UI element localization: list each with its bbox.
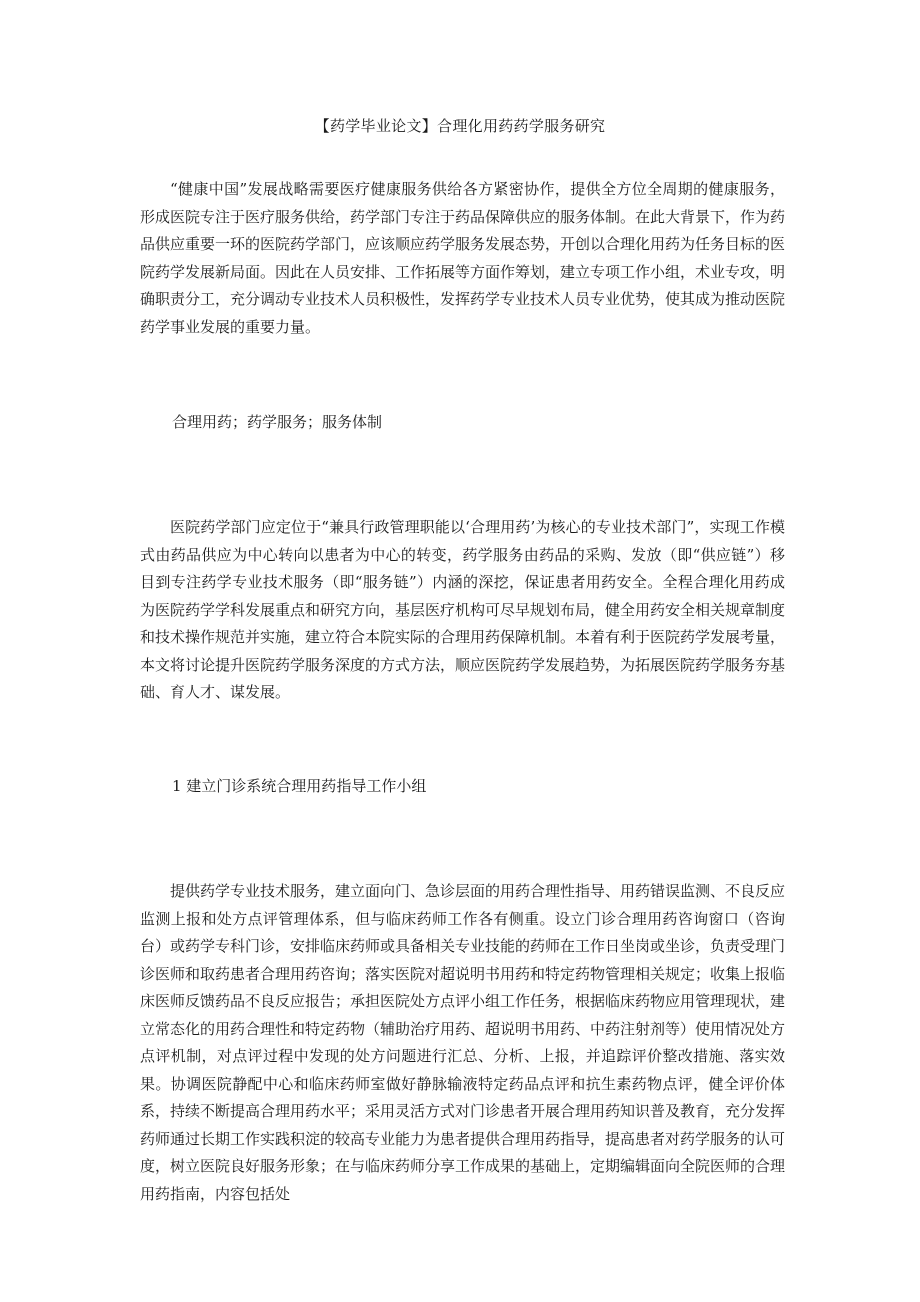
section-1-heading: 1 建立门诊系统合理用药指导工作小组 bbox=[172, 777, 427, 795]
section-1-paragraph: 提供药学专业技术服务，建立面向门、急诊层面的用药合理性指导、用药错误监测、不良反应监测上报和处方点评管理体系，但与临床药师工作各有侧重。设立门诊合理用药咨询窗口（咨询台）或药学专科门诊，安排临床药师或具备相关专业技能的药师在工作日坐岗或坐诊，负责受理门诊医师和取药患者合理用药咨询；落实医院对超说明书用药和特定药物管理相关规定；收集上报临床医师反馈药品不良反应报告；承担医院处方点评小组工作任务，根据临床药物应用管理现状，建立常态化的用药合理性和特定药物（辅助治疗用药、超说明书用药、中药注射剂等）使用情况处方点评机制，对点评过程中发现的处方问题进行汇总、分析、上报，并追踪评价整改措施、落实效果。协调医院静配中心和临床药师室做好静脉输液特定药品点评和抗生素药物点评，健全评价体系，持续不断提高合理用药水平；采用灵活方式对门诊患者开展合理用药知识普及教育，充分发挥药师通过长期工作实践积淀的较高专业能力为患者提供合理用药指导，提高患者对药学服务的认可度，树立医院良好服务形象；在与临床药师分享工作成果的基础上，定期编辑面向全院医师的合理用药指南，内容包括处 bbox=[140, 882, 786, 1203]
keywords-line: 合理用药；药学服务；服务体制 bbox=[172, 413, 383, 431]
introduction-paragraph: 医院药学部门应定位于“兼具行政管理职能以‘合理用药’为核心的专业技术部门”，实现工作模式由药品供应为中心转向以患者为中心的转变，药学服务由药品的采购、发放（即“供应链”）移目到专注药学专业技术服务（即“服务链”）内涵的深挖，保证患者用药安全。全程合理化用药成为医院药学学科发展重点和研究方向，基层医疗机构可尽早规划布局，健全用药安全相关规章制度和技术操作规范并实施，建立符合本院实际的合理用药保障机制。本着有利于医院药学发展考量，本文将讨论提升医院药学服务深度的方式方法，顺应医院药学发展趋势，为拓展医院药学服务夯基础、育人才、谋发展。 bbox=[140, 518, 786, 701]
document-title: 【药学毕业论文】合理化用药药学服务研究 bbox=[314, 117, 606, 135]
abstract-paragraph: “健康中国”发展战略需要医疗健康服务供给各方紧密协作，提供全方位全周期的健康服务，形成医院专注于医疗服务供给，药学部门专注于药品保障供应的服务体制。在此大背景下，作为药品供应重要一环的医院药学部门，应该顺应药学服务发展态势，开创以合理化用药为任务目标的医院药学发展新局面。因此在人员安排、工作拓展等方面作筹划，建立专项工作小组，术业专攻，明确职责分工，充分调动专业技术人员积极性，发挥药学专业技术人员专业优势，使其成为推动医院药学事业发展的重要力量。 bbox=[140, 180, 786, 336]
